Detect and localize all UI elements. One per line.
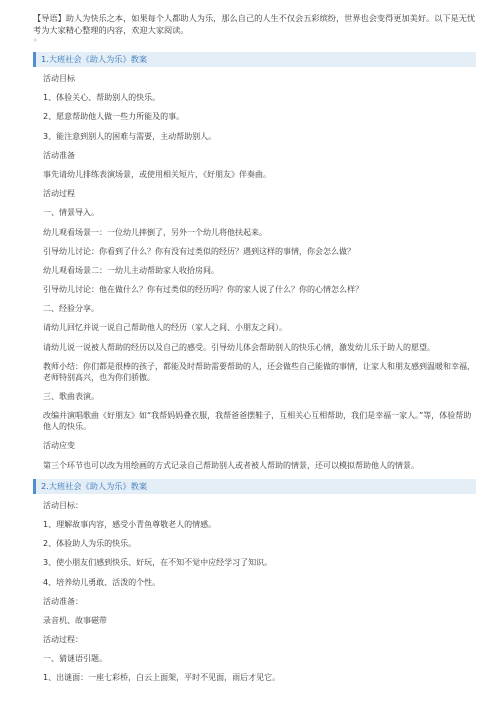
section-1-paragraph: 幼儿观看场景二：一幼儿主动帮助家人收拾房间。 xyxy=(43,265,219,275)
section-1-paragraph: 一、情景导入。 xyxy=(43,208,99,218)
section-2-title: 2.大班社会《助人为乐》教案 xyxy=(33,479,476,494)
section-1-paragraph: 三、歌曲表演。 xyxy=(43,392,99,401)
section-1-paragraph: 活动应变 xyxy=(43,441,75,451)
section-1-paragraph: 幼儿观看场景一：一位幼儿摔倒了，另外一个幼儿将他扶起来。 xyxy=(43,227,267,237)
section-2-body xyxy=(33,500,476,684)
section-1-paragraph: 引导幼儿讨论：他在做什么？你有过类似的经历吗？你的家人说了什么？你的心情怎么样？ xyxy=(43,285,363,295)
section-1-paragraph: 2、愿意帮助他人做一些力所能及的事。 xyxy=(43,112,185,122)
section-1-paragraph: 请幼儿回忆并说一说自己帮助他人的经历（家人之间、小朋友之间）。 xyxy=(43,323,287,333)
section-2-paragraph: 4、培养幼儿勇敢、活泼的个性。 xyxy=(43,577,161,587)
section-2-paragraph: 活动准备： xyxy=(43,596,83,606)
section-1-paragraph: 活动目标 xyxy=(43,74,75,83)
section-1-paragraph: 引导幼儿讨论：你看到了什么？你有没有过类似的经历？遇到这样的事情，你会怎么做？ xyxy=(43,246,355,256)
section-1-title: 1.大班社会《助人为乐》教案 xyxy=(33,52,476,67)
section-1-paragraph: 二、经验分享。 xyxy=(43,304,99,314)
bullet-mark: ◦ xyxy=(33,36,38,45)
section-1-paragraph: 教师小结：你们都是很棒的孩子，都能及时帮助需要帮助的人，还会做些自己能做的事情，让家人和朋友感到温暖和幸福，老师特别高兴，也为你们骄傲。 xyxy=(43,361,475,382)
section-1-paragraph: 3、能注意到别人的困难与需要，主动帮助别人。 xyxy=(43,131,217,141)
section-1-paragraph: 事先请幼儿排练表演场景，或使用相关短片，《好朋友》伴奏曲。 xyxy=(43,169,271,179)
section-1-paragraph: 1、体验关心、帮助别人的快乐。 xyxy=(43,93,161,103)
section-1-paragraph: 活动过程 xyxy=(43,189,75,199)
section-2-paragraph: 3、使小朋友们感到快乐、好玩，在不知不觉中应经学习了知识。 xyxy=(43,558,273,568)
section-2-paragraph: 2、体验助人为乐的快乐。 xyxy=(43,539,137,549)
section-1-body xyxy=(33,73,476,471)
section-1-paragraph: 第三个环节也可以改为用绘画的方式记录自己帮助别人或者被人帮助的情景，还可以模拟帮助他人的情景。 xyxy=(43,460,419,470)
section-1-paragraph: 请幼儿说一说被人帮助的经历以及自己的感受。引导幼儿体会帮助别人的快乐心情，激发幼儿乐于助人的愿望。 xyxy=(43,342,435,352)
section-2-paragraph: 活动目标： xyxy=(43,500,83,510)
section-2-paragraph: 1、出谜面：一座七彩桥，白云上面架，平时不见面，雨后才见它。 xyxy=(43,673,281,683)
section-1-paragraph: 活动准备 xyxy=(43,150,75,160)
section-1-paragraph: 改编并演唱歌曲《好朋友》如“我帮妈妈叠衣服，我帮爸爸摆鞋子，互相关心互相帮助，我们是幸福一家人。”等，体验帮助他人的快乐。 xyxy=(43,411,472,432)
section-2-paragraph: 活动过程： xyxy=(43,635,83,645)
section-2-paragraph: 录音机、故事磁带 xyxy=(43,615,107,625)
intro-text: 【导语】助人为快乐之本，如果每个人都助人为乐，那么自己的人生不仅会五彩缤纷，世界也会变得更加美好。以下是无忧考为大家精心整理的内容，欢迎大家阅读。 xyxy=(33,13,476,35)
section-2-paragraph: 1、理解故事内容，感受小青鱼尊敬老人的情感。 xyxy=(43,519,217,529)
section-2-paragraph: 一、猜谜语引题。 xyxy=(43,654,107,664)
